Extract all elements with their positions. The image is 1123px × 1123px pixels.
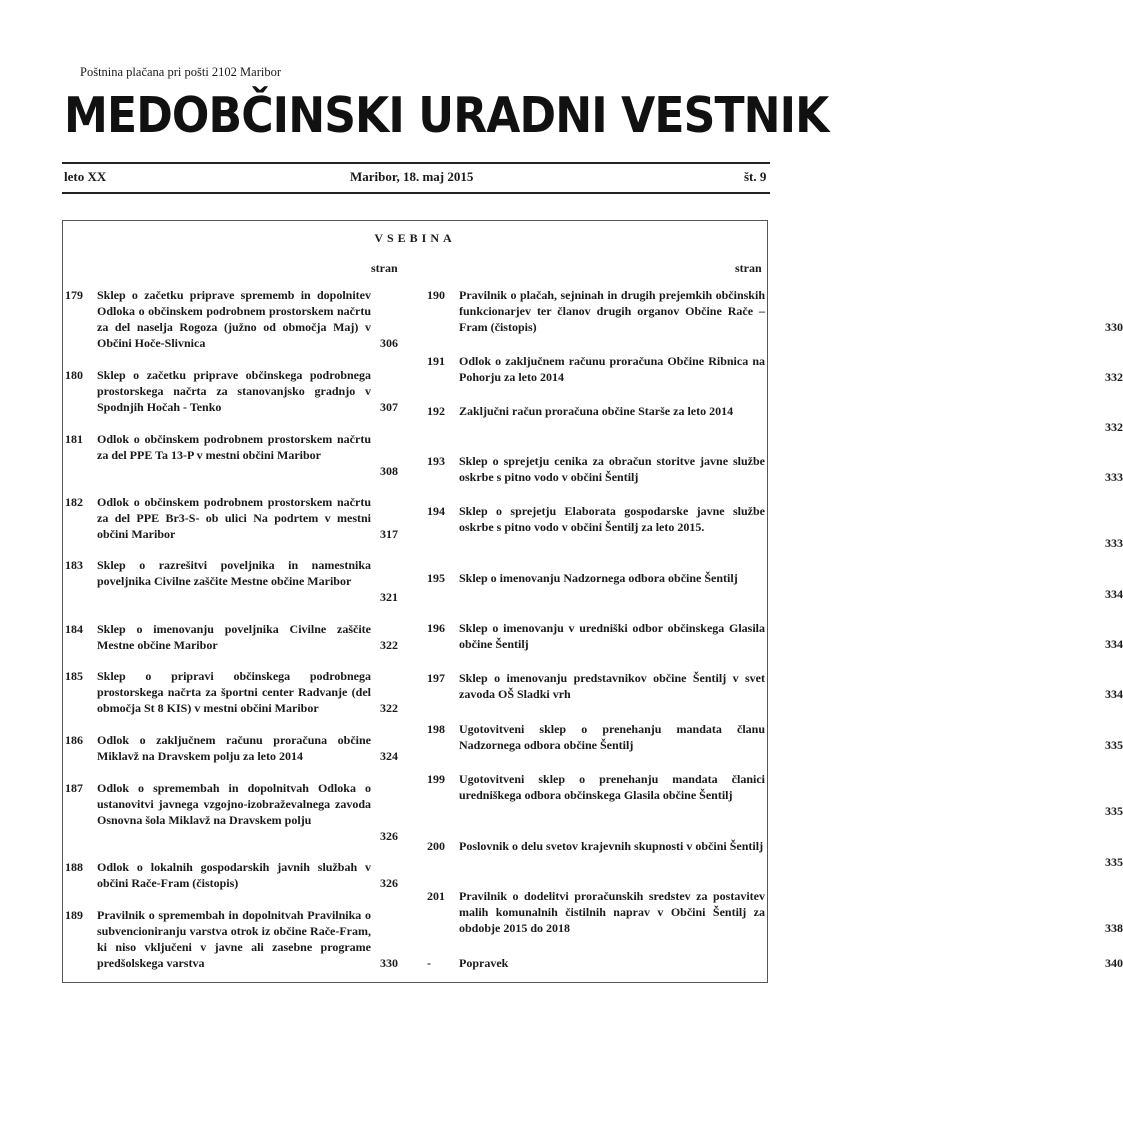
entry-number: 183	[65, 558, 83, 572]
entry-number: 185	[65, 669, 83, 683]
entry-title: Sklep o začetku priprave sprememb in dopolnitev Odloka o občinskem podrobnem prostorskem načrtu za del naselja Rogoza (južno od območja Maj) v Občini Hoče-Slivnica	[97, 288, 371, 350]
entry-number: 195	[427, 571, 445, 585]
entry-number: 188	[65, 860, 83, 874]
entry-title: Odlok o zaključnem računu proračuna Občine Ribnica na Pohorju za leto 2014	[459, 354, 765, 384]
entry-title: Sklep o imenovanju v uredniški odbor občinskega Glasila občine Šentilj	[459, 621, 765, 651]
entry-number: -	[427, 956, 431, 970]
entry-number: 189	[65, 908, 83, 922]
page-column-label-left: stran	[371, 261, 398, 275]
masthead-title: MEDOBČINSKI URADNI VESTNIK	[64, 87, 829, 144]
entry-title: Odlok o občinskem podrobnem prostorskem načrtu za del PPE Ta 13-P v mestni občini Maribor	[97, 432, 371, 462]
entry-number: 182	[65, 495, 83, 509]
entry-title: Popravek	[459, 956, 509, 970]
entry-number: 194	[427, 504, 445, 518]
entry-title: Ugotovitveni sklep o prenehanju mandata članu Nadzornega odbora občine Šentilj	[459, 722, 765, 752]
entry-title: Odlok o občinskem podrobnem prostorskem načrtu za del PPE Br3-S- ob ulici Na podrtem v mestni občini Maribor	[97, 495, 371, 541]
entry-number: 190	[427, 288, 445, 302]
entry-number: 197	[427, 671, 445, 685]
issue-number: št. 9	[744, 169, 767, 184]
entry-number: 192	[427, 404, 445, 418]
entry-page: 330	[380, 956, 398, 970]
entry-title: Sklep o imenovanju Nadzornega odbora občine Šentilj	[459, 571, 738, 585]
entry-page: 324	[380, 749, 398, 763]
entry-page: 332	[1105, 370, 1123, 384]
entry-page: 334	[1105, 587, 1123, 601]
entry-number: 198	[427, 722, 445, 736]
entry-page: 333	[1105, 536, 1123, 550]
entry-title: Pravilnik o spremembah in dopolnitvah Pravilnika o subvencioniranju varstva otrok iz občine Rače-Fram, ki niso vključeni v javne ali zasebne programe predšolskega varstva	[97, 908, 371, 970]
entry-title: Poslovnik o delu svetov krajevnih skupnosti v občini Šentilj	[459, 839, 764, 853]
entry-page: 306	[380, 336, 398, 350]
entry-number: 191	[427, 354, 445, 368]
entry-number: 180	[65, 368, 83, 382]
entry-number: 201	[427, 889, 445, 903]
entry-title: Odlok o lokalnih gospodarskih javnih službah v občini Rače-Fram (čistopis)	[97, 860, 371, 890]
entry-page: 317	[380, 527, 398, 541]
entry-page: 335	[1105, 855, 1123, 869]
entry-title: Odlok o spremembah in dopolnitvah Odloka o ustanovitvi javnega vzgojno-izobraževalnega zavoda Osnovna šola Miklavž na Dravskem polju	[97, 781, 371, 827]
entry-title: Zaključni račun proračuna občine Starše za leto 2014	[459, 404, 734, 418]
entry-page: 334	[1105, 637, 1123, 651]
entry-page: 333	[1105, 470, 1123, 484]
entry-page: 332	[1105, 420, 1123, 434]
entry-title: Sklep o sprejetju Elaborata gospodarske javne službe oskrbe s pitno vodo v občini Šentilj za leto 2015.	[459, 504, 765, 534]
entry-title: Odlok o zaključnem računu proračuna občine Miklavž na Dravskem polju za leto 2014	[97, 733, 371, 763]
header-rule-bottom	[62, 192, 770, 194]
entry-page: 322	[380, 701, 398, 715]
entry-number: 181	[65, 432, 83, 446]
entry-page: 326	[380, 829, 398, 843]
entry-page: 321	[380, 590, 398, 604]
entry-title: Pravilnik o dodelitvi proračunskih sredstev za postavitev malih komunalnih čistilnih naprav v Občini Šentilj za obdobje 2015 do 2018	[459, 889, 765, 935]
entry-page: 335	[1105, 738, 1123, 752]
entry-page: 307	[380, 400, 398, 414]
entry-title: Sklep o sprejetju cenika za obračun storitve javne službe oskrbe s pitno vodo v občini Šentilj	[459, 454, 765, 484]
entry-page: 322	[380, 638, 398, 652]
entry-page: 308	[380, 464, 398, 478]
entry-page: 340	[1105, 956, 1123, 970]
entry-title: Sklep o razrešitvi poveljnika in namestnika poveljnika Civilne zaščite Mestne občine Maribor	[97, 558, 371, 588]
entry-page: 330	[1105, 320, 1123, 334]
entry-title: Pravilnik o plačah, sejninah in drugih prejemkih občinskih funkcionarjev ter članov drugih organov Občine Rače – Fram (čistopis)	[459, 288, 765, 334]
page-column-label-right: stran	[735, 261, 762, 275]
table-of-contents	[62, 220, 1123, 983]
entry-number: 199	[427, 772, 445, 786]
entry-number: 184	[65, 622, 83, 636]
entry-title: Sklep o začetku priprave občinskega podrobnega prostorskega načrta za stanovanjsko gradnjo v Spodnjih Hočah - Tenko	[97, 368, 371, 414]
entry-number: 179	[65, 288, 83, 302]
entry-title: Ugotovitveni sklep o prenehanju mandata članici uredniškega odbora občinskega Glasila občine Šentilj	[459, 772, 765, 802]
entry-title: Sklep o imenovanju poveljnika Civilne zaščite Mestne občine Maribor	[97, 622, 371, 652]
entry-number: 186	[65, 733, 83, 747]
entry-page: 338	[1105, 921, 1123, 935]
header-rule-top	[62, 162, 770, 164]
entry-number: 193	[427, 454, 445, 468]
issue-date: Maribor, 18. maj 2015	[350, 169, 474, 184]
entry-page: 326	[380, 876, 398, 890]
entry-number: 196	[427, 621, 445, 635]
entry-number: 187	[65, 781, 83, 795]
issue-year: leto XX	[64, 169, 107, 184]
entry-page: 335	[1105, 804, 1123, 818]
entry-title: Sklep o imenovanju predstavnikov občine Šentilj v svet zavoda OŠ Sladki vrh	[459, 671, 765, 701]
toc-title: VSEBINA	[374, 231, 456, 245]
entry-title: Sklep o pripravi občinskega podrobnega prostorskega načrta za športni center Radvanje (del območja St 8 KIS) v mestni občini Maribor	[97, 669, 371, 715]
entry-page: 334	[1105, 687, 1123, 701]
entry-number: 200	[427, 839, 445, 853]
postnina-note: Poštnina plačana pri pošti 2102 Maribor	[80, 65, 282, 79]
